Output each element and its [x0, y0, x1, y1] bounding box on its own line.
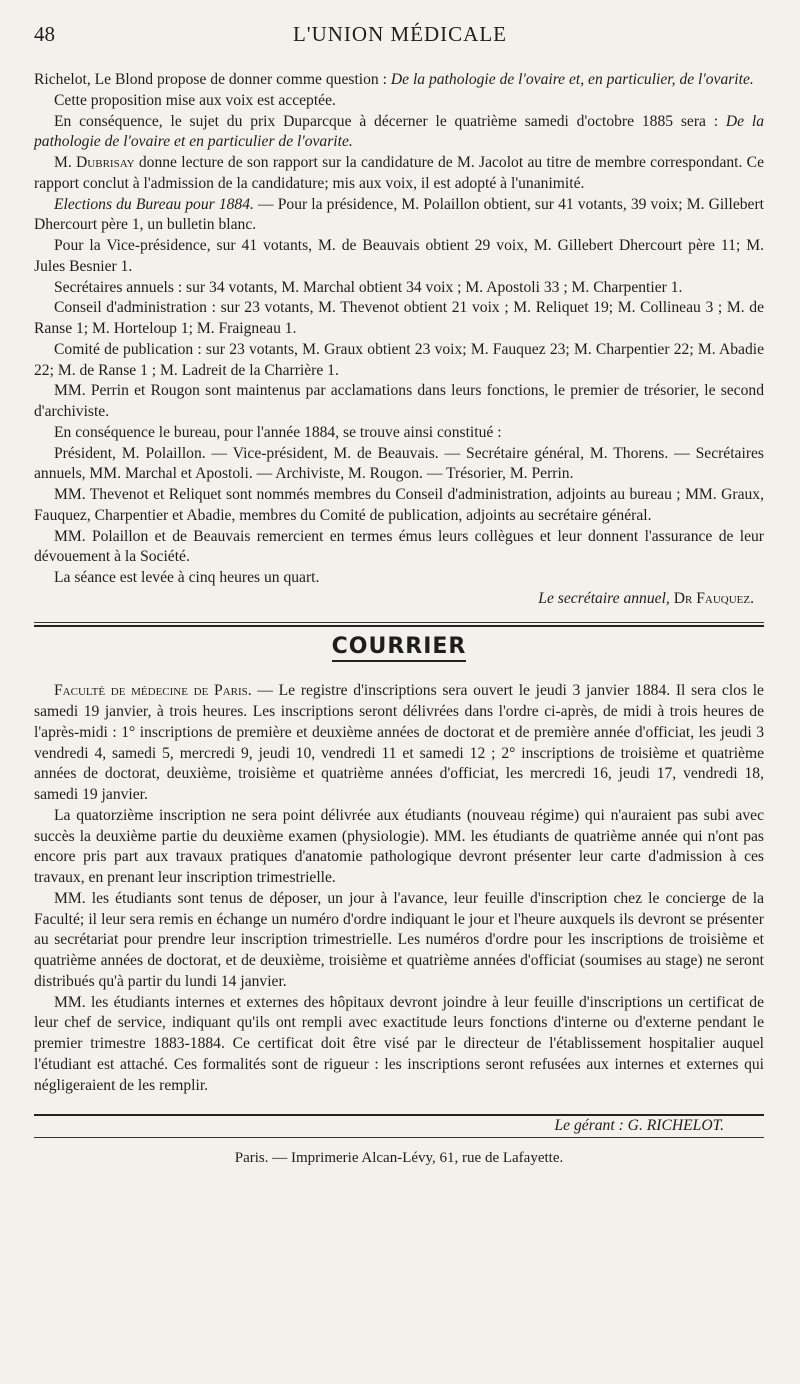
- paragraph: MM. Perrin et Rougon sont maintenus par acclamations dans leurs fonctions, le premier de trésorier, le second d'archiviste.: [34, 382, 764, 420]
- society-minutes: [34, 70, 764, 610]
- paragraph: Comité de publication : sur 23 votants, M. Graux obtient 23 voix; M. Fauquez 23; M. Charpentier 22; M. Abadie 22; M. de Ranse 1 ; M. Ladreit de la Charrière 1.: [34, 340, 764, 379]
- text-segment: En conséquence, le sujet du prix Duparcque à décerner le quatrième samedi d'octobre 1885 sera :: [54, 112, 726, 130]
- signature-name: Dr Fauquez.: [673, 589, 754, 607]
- speaker-name: Dubrisay: [76, 154, 135, 171]
- paragraph: En conséquence le bureau, pour l'année 1884, se trouve ainsi constitué :: [54, 423, 502, 441]
- text-segment: Richelot, Le Blond propose de donner comme question :: [34, 71, 391, 88]
- courrier-section: [34, 681, 764, 1096]
- paragraph: [34, 112, 764, 154]
- signature-role: Le secrétaire annuel,: [538, 589, 674, 607]
- section-label: Elections du Bureau pour 1884.: [54, 195, 254, 213]
- text-segment: M.: [54, 154, 77, 171]
- prize-subject: De la pathologie de l'ovaire et en particulier de l'ovarite.: [34, 112, 765, 151]
- paragraph: [34, 681, 764, 806]
- section-heading: [34, 633, 764, 659]
- text-segment: donne lecture de son rapport sur la candidature de M. Jacolot au titre de membre correspondant. Ce rapport conclut à l'admission de la candidature; mis aux voix, il est adopté à l'unanimité.: [34, 154, 764, 192]
- paragraph: MM. les étudiants sont tenus de déposer, un jour à l'avance, leur feuille d'inscription chez le concierge de la Faculté; il leur sera remis en échange un numéro d'ordre indiquant le jour et l'heure auxquels ils devront se présenter au secrétariat pour prendre leur inscription trimestrielle. Les numéros d'ordre pour les inscriptions de troisième et quatrième années de doctorat, et de deuxième, troisième et quatrième années d'officiat (soumises au stage) ne seront distribués qu'à partir du lundi 14 janvier.: [34, 889, 764, 990]
- paragraph: MM. Thevenot et Reliquet sont nommés membres du Conseil d'administration, adjoints au bureau ; MM. Graux, Fauquez, Charpentier et Abadie, membres du Comité de publication, adjoints au secrétaire général.: [34, 486, 764, 524]
- paragraph: La quatorzième inscription ne sera point délivrée aux étudiants (nouveau régime) qui n'auraient pas subi avec succès la deuxième partie du deuxième examen (physiologie). MM. les étudiants de quatrième année qui n'ont pas encore pris part aux travaux pratiques d'anatomie pathologique devront présenter leur carte d'admission à ces travaux, en prenant leur inscription trimestrielle.: [34, 806, 764, 886]
- section-divider: [34, 622, 764, 627]
- page-header: [34, 22, 766, 52]
- paragraph: [34, 153, 764, 195]
- paragraph: Secrétaires annuels : sur 34 votants, M. Marchal obtient 34 voix ; M. Apostoli 33 ; M. Charpentier 1.: [54, 278, 683, 296]
- paragraph: Pour la Vice-présidence, sur 41 votants, M. de Beauvais obtient 29 voix, M. Gillebert Dhercourt père 11; M. Jules Besnier 1.: [34, 237, 764, 275]
- signature: [34, 589, 764, 610]
- gerant-line: Le gérant : G. RICHELOT.: [554, 1117, 724, 1135]
- page-number: 48: [34, 22, 55, 46]
- heading-text: COURRIER: [332, 634, 467, 662]
- printer-line: Paris. — Imprimerie Alcan-Lévy, 61, rue de Lafayette.: [34, 1137, 764, 1169]
- paragraph: MM. Polaillon et de Beauvais remercient en termes émus leurs collègues et leur donnent l'assurance de leur dévouement à la Société.: [34, 527, 764, 566]
- paragraph: MM. les étudiants internes et externes des hôpitaux devront joindre à leur feuille d'inscriptions un certificat de leur chef de service, indiquant qu'ils ont rempli avec exactitude leurs fonctions d'interne ou d'externe pendant le premier trimestre 1883-1884. Ce certificat doit être visé par le directeur de l'établissement hospitalier auquel l'étudiant est attaché. Ces formalités sont de rigueur : les inscriptions seront refusées aux internes et externes qui négligeraient de les remplir.: [34, 993, 764, 1094]
- paragraph: [34, 195, 764, 237]
- proposed-question: De la pathologie de l'ovaire et, en particulier, de l'ovarite.: [390, 71, 754, 88]
- paragraph: La séance est levée à cinq heures un quart.: [54, 569, 320, 586]
- page-content: [34, 70, 764, 1169]
- institution-label: Faculté de médecine de Paris.: [54, 682, 252, 700]
- paragraph: Président, M. Polaillon. — Vice-président, M. de Beauvais. — Secrétaire général, M. Thorens. — Secrétaires annuels, MM. Marchal et Apostoli. — Archiviste, M. Rougon. — Trésorier, M. Perrin.: [34, 444, 764, 483]
- text-segment: — Pour la présidence, M. Polaillon obtient, sur 41 votants, 39 voix; M. Gillebert Dhercourt père 1, un bulletin blanc.: [34, 195, 764, 234]
- journal-title: L'UNION MÉDICALE: [292, 22, 507, 46]
- text-segment: — Le registre d'inscriptions sera ouvert le jeudi 3 janvier 1884. Il sera clos le samedi 19 janvier, à trois heures. Les inscriptions seront délivrées dans l'ordre ci-après, de midi à trois heures de l'après-midi : 1° inscriptions de première et deuxième années de doctorat et de première année d'officiat, les jeudi 3 vendredi 4, samedi 5, mercredi 9, jeudi 10, vendredi 11 et samedi 12 ; 2° inscriptions de troisième et quatrième années de doctorat, deuxième, troisième et quatrième années d'officiat, les mercredi 16, jeudi 17, vendredi 18, samedi 19 janvier.: [34, 682, 764, 803]
- paragraph: Conseil d'administration : sur 23 votants, M. Thevenot obtient 21 voix ; M. Reliquet 19; M. Collineau 3 ; M. de Ranse 1; M. Horteloup 1; M. Fraigneau 1.: [34, 299, 764, 337]
- paragraph: Cette proposition mise aux voix est acceptée.: [54, 91, 336, 109]
- paragraph: [34, 70, 764, 91]
